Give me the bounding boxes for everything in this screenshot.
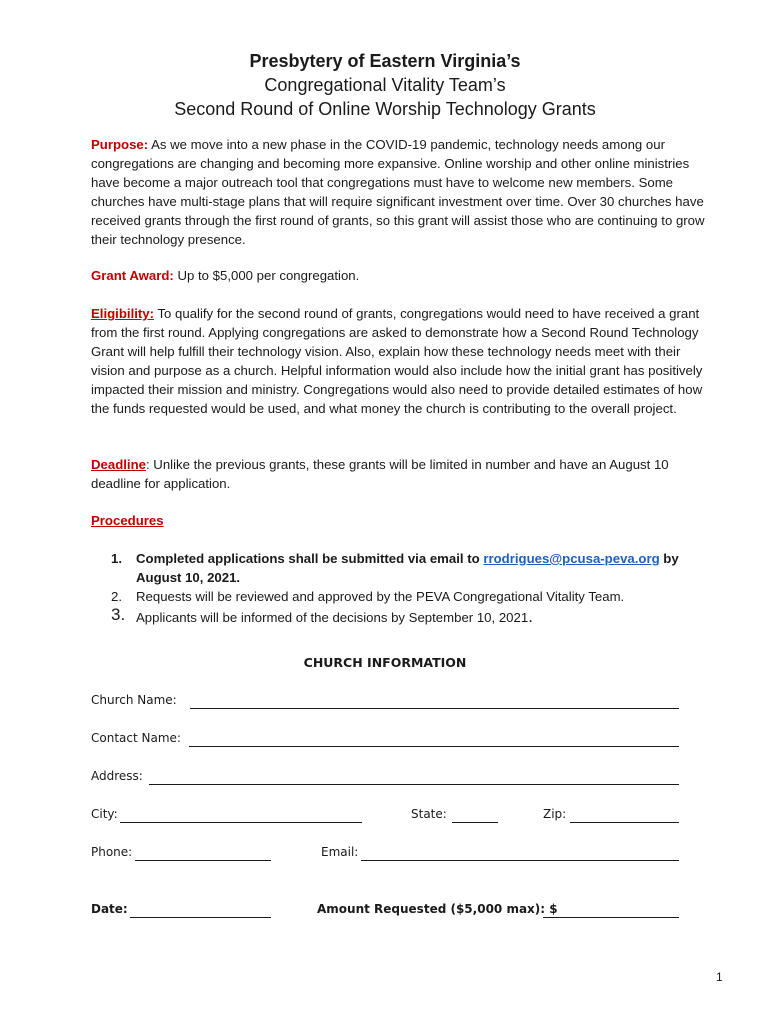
list-item — [91, 607, 711, 627]
document-title: Presbytery of Eastern Virginia’s — [249, 51, 521, 71]
state-label: State: — [411, 807, 447, 821]
award-paragraph — [91, 266, 711, 285]
amount-field[interactable] — [543, 917, 679, 918]
list-text: Applicants will be informed of the decisions by September 10, 2021 — [136, 610, 529, 625]
list-text-end: . — [528, 607, 533, 626]
city-label: City: — [91, 807, 118, 821]
eligibility-text: To qualify for the second round of grants, congregations would need to have received a grant from the first round. Applying congregations are asked to demonstrate how a Second Round Technology Grant will help fulfill their technology vision. Also, explain how these technology needs meet with their vision and purpose as a church. Helpful information would also include how the initial grant has positively impacted their mission and ministry. Congregations would also need to provide detailed estimates of how the funds requested would be used, and what money the church is contributing to the overall project. — [91, 306, 703, 416]
date-field[interactable] — [130, 917, 271, 918]
purpose-label: Purpose: — [91, 137, 149, 152]
email-link[interactable]: rrodrigues@pcusa-peva.org — [483, 551, 660, 566]
eligibility-label: Eligibility: — [91, 306, 155, 321]
city-field[interactable] — [120, 822, 362, 823]
list-text: Requests will be reviewed and approved by the PEVA Congregational Vitality Team. — [136, 589, 625, 604]
amount-label: Amount Requested ($5,000 max): $ — [317, 902, 558, 916]
list-text-end: by August 10, 2021. — [136, 551, 679, 585]
list-item — [91, 587, 711, 606]
deadline-paragraph — [91, 455, 711, 493]
procedures-list — [91, 549, 711, 627]
eligibility-paragraph — [91, 304, 711, 418]
contact-name-field[interactable] — [189, 746, 679, 747]
list-number: 3. — [111, 605, 126, 624]
phone-label: Phone: — [91, 845, 133, 859]
list-text: Completed applications shall be submitted via email to — [136, 551, 484, 566]
purpose-paragraph — [91, 135, 711, 249]
state-field[interactable] — [452, 822, 498, 823]
address-label: Address: — [91, 769, 143, 783]
church-name-label: Church Name: — [91, 693, 177, 707]
list-item — [91, 549, 711, 587]
title-block — [0, 50, 770, 120]
form-title: CHURCH INFORMATION — [303, 655, 467, 670]
list-number: 2. — [111, 589, 122, 604]
document-subtitle-2: Second Round of Online Worship Technology Grants — [174, 99, 596, 119]
email-label: Email: — [321, 845, 359, 859]
award-text: Up to $5,000 per congregation. — [173, 268, 360, 283]
procedures-heading — [91, 511, 711, 530]
document-subtitle: Congregational Vitality Team’s — [264, 75, 506, 95]
list-number: 1. — [111, 551, 122, 566]
page-number: 1 — [716, 970, 723, 984]
purpose-text: As we move into a new phase in the COVID-19 pandemic, technology needs among our congregations are changing and becoming more expansive. Online worship and other online ministries have become a major outreach tool that congregations must have to welcome new members. Some churches have multi-stage plans that will require significant investment over time. Over 30 churches have received grants through the first round of grants, so this grant will assist those who are continuing to grow their technology presence. — [91, 137, 705, 247]
zip-field[interactable] — [570, 822, 679, 823]
church-name-field[interactable] — [190, 708, 679, 709]
contact-name-label: Contact Name: — [91, 731, 181, 745]
date-label: Date: — [91, 902, 128, 916]
zip-label: Zip: — [543, 807, 567, 821]
address-field[interactable] — [149, 784, 679, 785]
phone-field[interactable] — [135, 860, 271, 861]
email-field[interactable] — [361, 860, 679, 861]
deadline-label: Deadline — [91, 457, 146, 472]
award-label: Grant Award: — [91, 268, 174, 283]
deadline-text: : Unlike the previous grants, these grants will be limited in number and have an August 10 deadline for application. — [91, 457, 669, 491]
procedures-label: Procedures — [91, 513, 164, 528]
